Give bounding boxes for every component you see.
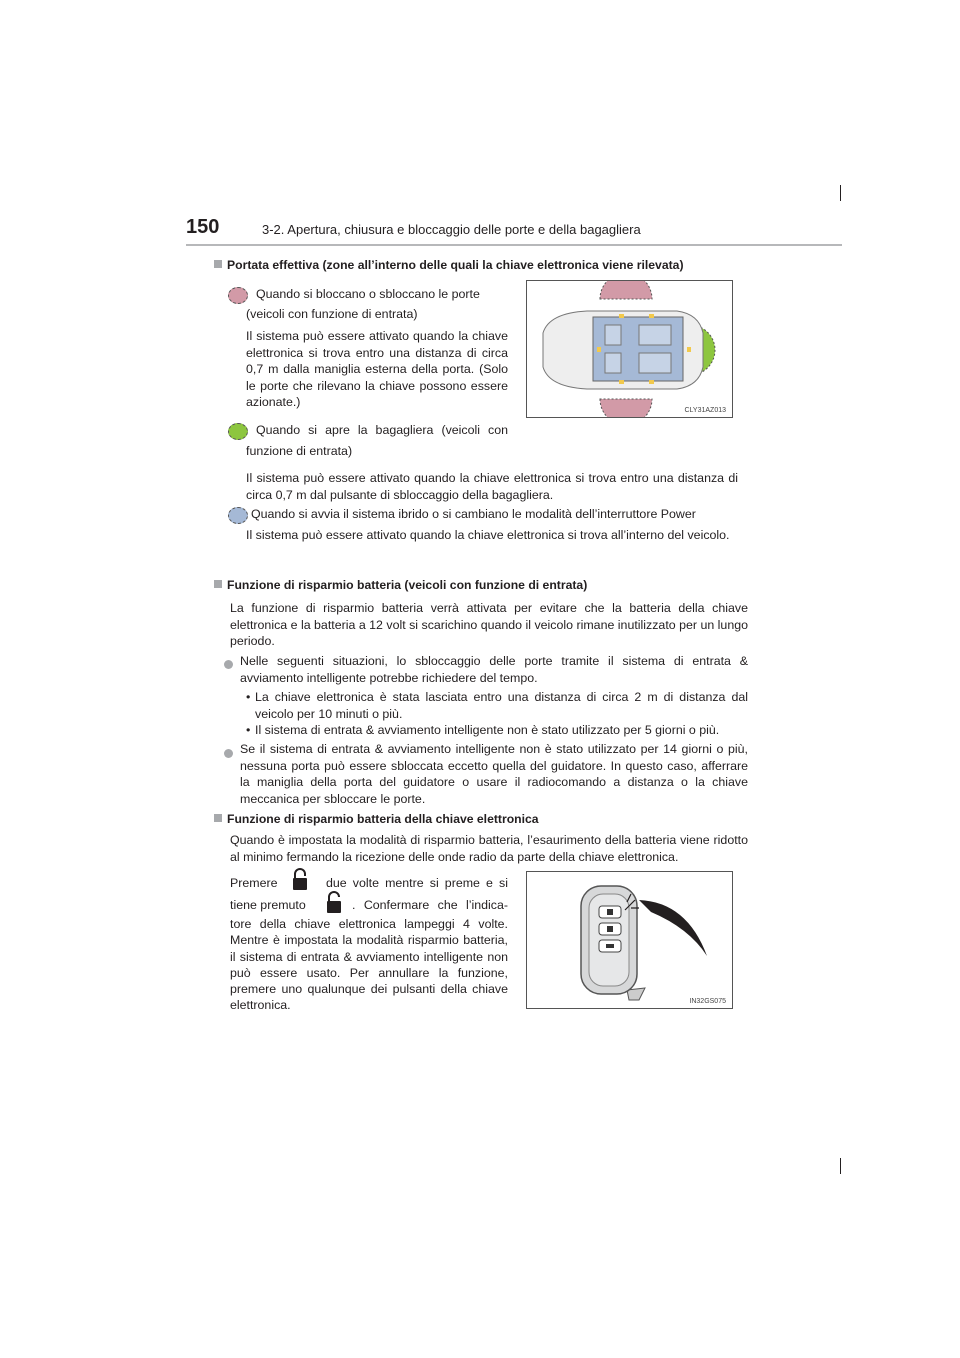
key-saving-intro: Quando è impostata la modalità di risparmio batteria, l’esaurimento della batteria viene ridotto al minimo fermando la ricezione delle onde radio da parte della chiave elettronica.	[230, 833, 748, 864]
crop-mark-top	[840, 185, 841, 201]
instruction-confirm: . Confermare che l’indica-	[352, 898, 508, 912]
smart-key-illustration	[527, 872, 732, 1008]
square-bullet-icon	[214, 260, 222, 268]
page-number: 150	[186, 216, 220, 238]
zone-doors-title-2: (veicoli con funzione di entrata)	[246, 307, 418, 321]
battery-saving-bullet-2: Se il sistema di entrata & avviamento intelligente non è stato utilizzato per 14 giorni o più, nessuna porta può essere sbloccata eccetto quella del guidatore. In questo caso, afferrare la maniglia della porta del guidatore o usare il radiocomando a distanza o la chiave meccanica per sbloccare le porte.	[240, 742, 748, 806]
instruction-twice: due volte mentre si preme e si	[326, 876, 508, 890]
battery-saving-sub-bullet-1: La chiave elettronica è stata lasciata entro una distanza di circa 2 m di distanza dal veicolo per 10 minuti o più.	[255, 690, 748, 721]
battery-saving-intro: La funzione di risparmio batteria verrà attivata per evitare che la batteria della chiave elettronica e la batteria a 12 volt si scarichino quando il veicolo rimane inutilizzato per un lungo periodo.	[230, 601, 748, 648]
battery-saving-heading: Funzione di risparmio batteria (veicoli con funzione di entrata)	[214, 578, 587, 592]
zone-doors-body: Il sistema può essere attivato quando la chiave elettronica si trova entro una distanza di circa 0,7 m dalla maniglia esterna della porta. (Solo le porte che rilevano la chiave possono essere azionate.)	[246, 329, 508, 409]
zone-trunk-body: Il sistema può essere attivato quando la chiave elettronica si trova entro una distanza di circa 0,7 m dal pulsante di sbloccaggio della bagagliera.	[246, 471, 738, 502]
instruction-hold: tiene premuto	[230, 898, 306, 912]
electronic-key-figure	[526, 871, 733, 1009]
green-zone-marker-icon	[228, 423, 248, 440]
figure-code: IN32GS075	[689, 998, 726, 1005]
zone-trunk-title: Quando si apre la bagagliera (veicoli con	[256, 423, 508, 437]
blue-zone-marker-icon	[228, 507, 248, 524]
bullet-dot-icon	[224, 745, 238, 763]
section-title: 3-2. Apertura, chiusura e bloccaggio delle porte e della bagagliera	[262, 222, 641, 237]
square-bullet-icon	[214, 580, 222, 588]
sub-bullet-mark: •	[246, 723, 251, 737]
red-zone-marker-icon	[228, 287, 248, 304]
battery-saving-bullet-1: Nelle seguenti situazioni, lo sbloccaggio delle porte tramite il sistema di entrata & avviamento intelligente potrebbe richiedere del tempo.	[240, 654, 748, 685]
zone-doors-title: Quando si bloccano o sbloccano le porte	[256, 287, 480, 301]
zone-cabin-body: Il sistema può essere attivato quando la chiave elettronica si trova all’interno del veicolo.	[246, 528, 730, 542]
key-saving-heading: Funzione di risparmio batteria della chiave elettronica	[214, 812, 539, 826]
bullet-dot-icon	[224, 656, 238, 674]
sub-bullet-mark: •	[246, 690, 251, 704]
square-bullet-icon	[214, 814, 222, 822]
crop-mark-bottom	[840, 1158, 841, 1174]
instruction-press: Premere	[230, 876, 278, 890]
lock-icon	[290, 867, 310, 893]
vehicle-range-figure	[526, 280, 733, 418]
range-heading: Portata effettiva (zone all’interno delle quali la chiave elettronica viene rilevata)	[214, 258, 684, 272]
car-top-view-illustration	[527, 281, 732, 417]
instruction-rest: tore della chiave elettronica lampeggi 4 volte. Mentre è impostata la modalità risparmio batteria, il sistema di entrata & avviamento intelligente non può essere usato. Per annullare la funzione, premere uno qualunque dei pulsanti della chiave elettronica.	[230, 917, 508, 1013]
figure-code: CLY31AZ013	[684, 407, 726, 414]
zone-cabin-title: Quando si avvia il sistema ibrido o si cambiano le modalità dell’interruttore Power	[251, 507, 696, 521]
zone-trunk-title-2: funzione di entrata)	[246, 444, 353, 458]
battery-saving-sub-bullet-2: Il sistema di entrata & avviamento intelligente non è stato utilizzato per 5 giorni o più.	[255, 723, 720, 737]
unlock-icon	[324, 890, 344, 916]
header-divider	[186, 244, 842, 246]
